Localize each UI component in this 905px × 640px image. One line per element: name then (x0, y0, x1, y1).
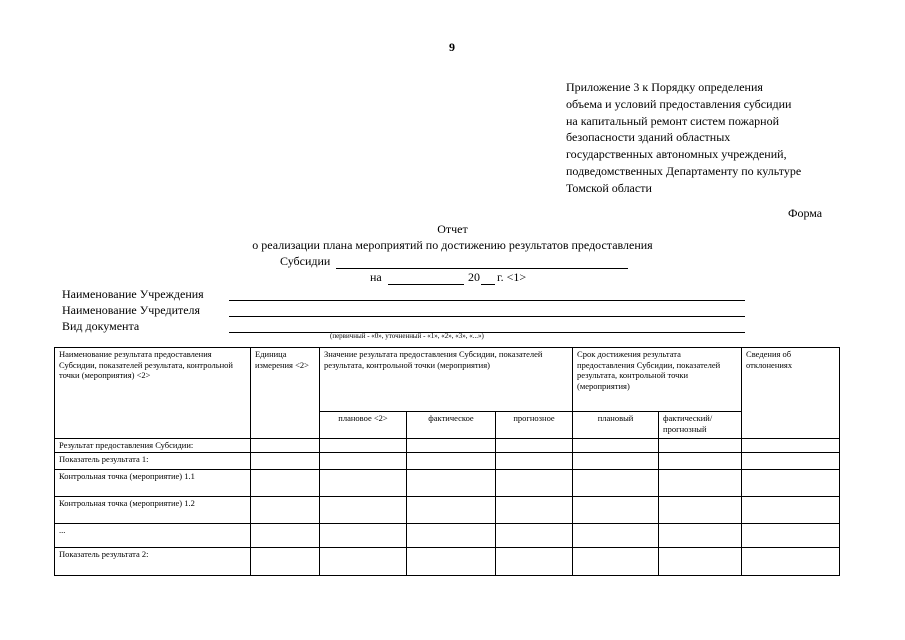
table-row-label: Показатель результата 1: (55, 452, 251, 469)
appendix-line: подведомственных Департаменту по культуре (566, 163, 802, 178)
appendix-line: безопасности зданий областных (566, 130, 731, 145)
table-cell[interactable] (407, 469, 496, 496)
appendix-header (566, 79, 801, 197)
appendix-line: государственных автономных учреждений, (566, 147, 787, 162)
table-cell[interactable] (742, 523, 840, 547)
appendix-line: на капитальный ремонт систем пожарной (566, 113, 780, 128)
table-cell[interactable] (251, 469, 320, 496)
table-cell[interactable] (407, 452, 496, 469)
table-cell[interactable] (659, 452, 742, 469)
table-cell[interactable] (407, 439, 496, 453)
table-cell[interactable] (320, 439, 407, 453)
doc-type-line[interactable] (229, 332, 745, 333)
table-cell[interactable] (407, 496, 496, 523)
institution-line[interactable] (229, 300, 745, 301)
table-cell[interactable] (496, 452, 573, 469)
table-cell[interactable] (251, 523, 320, 547)
subsidy-name-line[interactable] (336, 268, 628, 269)
table-cell[interactable] (251, 496, 320, 523)
subsidy-label: Субсидии (280, 254, 331, 268)
table-cell[interactable] (320, 496, 407, 523)
page-number: 9 (449, 40, 455, 54)
table-row-label: Результат предоставления Субсидии: (55, 439, 251, 453)
table-cell[interactable] (742, 547, 840, 575)
report-subtitle: о реализации плана мероприятий по достижению результатов предоставления (252, 238, 653, 252)
table-cell[interactable] (742, 469, 840, 496)
table-cell[interactable] (573, 496, 659, 523)
appendix-line: объема и условий предоставления субсидии (566, 96, 792, 111)
table-cell[interactable] (573, 547, 659, 575)
table-cell[interactable] (659, 439, 742, 453)
table-row-label: Контрольная точка (мероприятие) 1.2 (55, 496, 251, 523)
table-cell[interactable] (573, 469, 659, 496)
report-title: Отчет (437, 222, 468, 236)
table-cell[interactable] (742, 452, 840, 469)
table-cell[interactable] (251, 439, 320, 453)
table-cell[interactable] (407, 523, 496, 547)
header-unit: Единица измерения <2> (251, 348, 320, 439)
table-cell[interactable] (251, 452, 320, 469)
table-cell[interactable] (659, 469, 742, 496)
table-cell[interactable] (742, 496, 840, 523)
table-cell[interactable] (659, 547, 742, 575)
header-result-name: Наименование результата предоставления Субсидии, показателей результата, контрольной точки (мероприятия) <2> (55, 348, 251, 439)
table-cell[interactable] (496, 523, 573, 547)
header-date-planned: плановый (573, 412, 659, 439)
table-cell[interactable] (659, 496, 742, 523)
table-cell[interactable] (320, 452, 407, 469)
date-suffix: г. <1> (497, 270, 527, 284)
header-actual: фактическое (407, 412, 496, 439)
table-cell[interactable] (251, 547, 320, 575)
appendix-line: Приложение 3 к Порядку определения (566, 80, 763, 94)
table-cell[interactable] (573, 452, 659, 469)
doc-type-hint: (первичный - «0», уточненный - «1», «2», «3», «...») (330, 332, 484, 340)
appendix-line: Томской области (566, 180, 652, 195)
table-cell[interactable] (496, 469, 573, 496)
date-year-line[interactable] (481, 284, 495, 285)
header-planned: плановое <2> (320, 412, 407, 439)
table-cell[interactable] (573, 523, 659, 547)
header-deviations: Сведения об отклонениях (742, 348, 840, 439)
table-cell[interactable] (407, 547, 496, 575)
table-row-label: ... (55, 523, 251, 547)
header-forecast: прогнозное (496, 412, 573, 439)
table-cell[interactable] (659, 523, 742, 547)
table-cell[interactable] (320, 523, 407, 547)
form-label: Форма (788, 206, 823, 220)
date-day-month-line[interactable] (388, 284, 464, 285)
header-deadline: Срок достижения результата предоставления Субсидии, показателей результата, контрольной точки (мероприятия) (573, 348, 742, 412)
table-cell[interactable] (496, 547, 573, 575)
table-cell[interactable] (496, 439, 573, 453)
report-table (54, 347, 840, 576)
table-row-label: Показатель результата 2: (55, 547, 251, 575)
institution-label: Наименование Учреждения (62, 287, 204, 301)
table-cell[interactable] (496, 496, 573, 523)
founder-line[interactable] (229, 316, 745, 317)
table-cell[interactable] (742, 439, 840, 453)
date-year-prefix: 20 (468, 270, 480, 284)
date-prefix: на (370, 270, 382, 284)
founder-label: Наименование Учредителя (62, 303, 201, 317)
table-row-label: Контрольная точка (мероприятие) 1.1 (55, 469, 251, 496)
header-values: Значение результата предоставления Субсидии, показателей результата, контрольной точки (мероприятия) (320, 348, 573, 412)
table-cell[interactable] (320, 547, 407, 575)
table-cell[interactable] (573, 439, 659, 453)
doc-type-label: Вид документа (62, 319, 140, 333)
table-cell[interactable] (320, 469, 407, 496)
header-date-actual: фактический/ прогнозный (659, 412, 742, 439)
